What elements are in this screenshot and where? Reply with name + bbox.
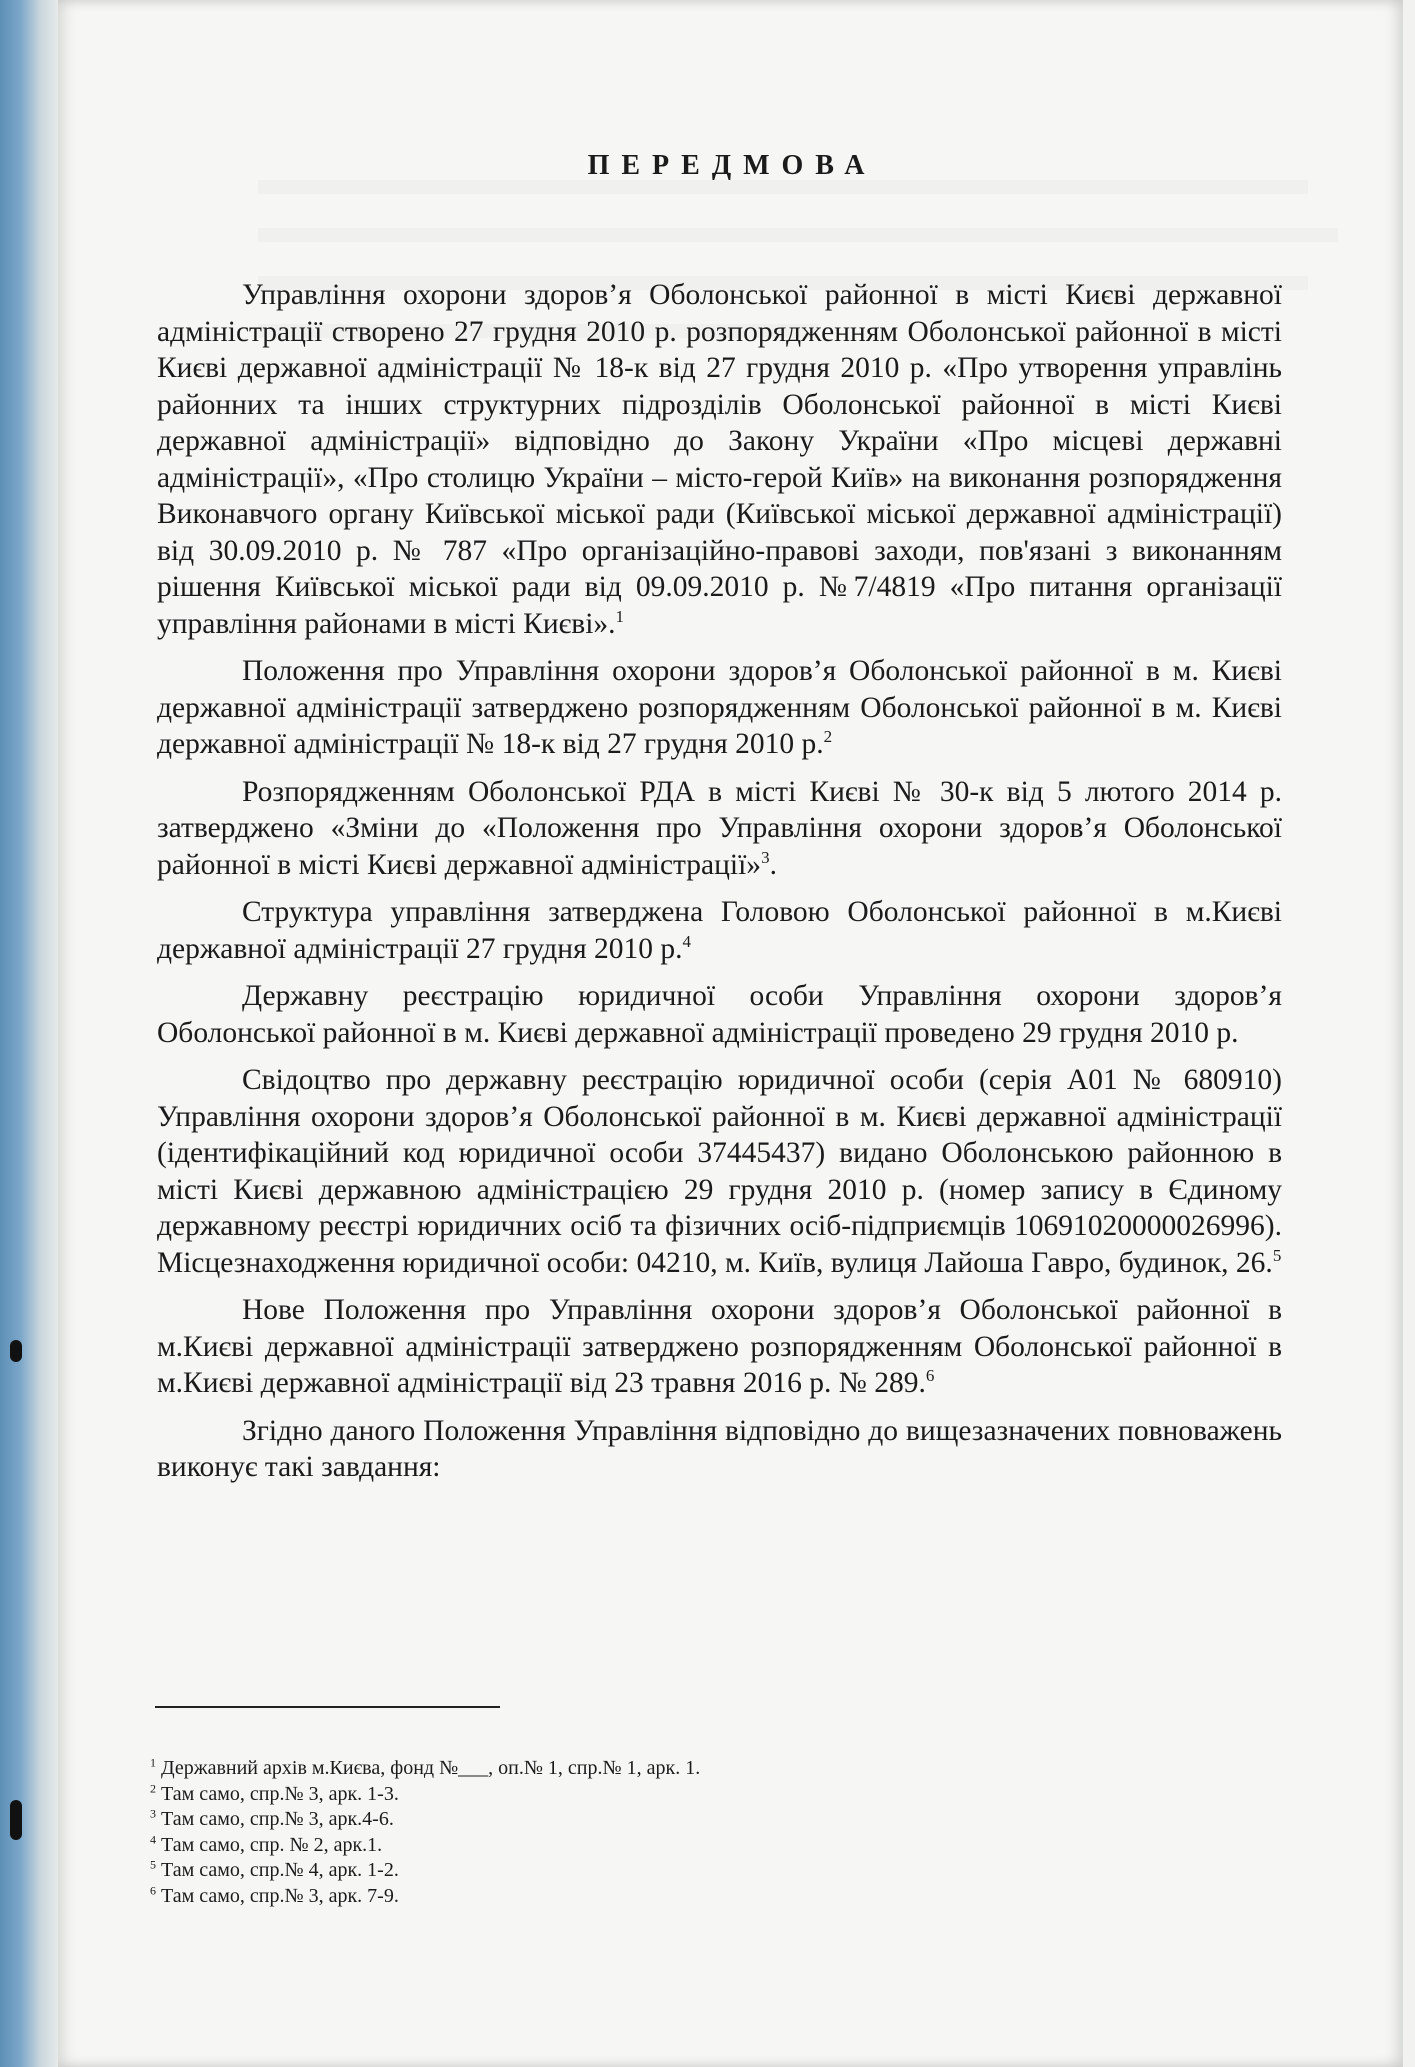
footnote-4: $^4$ Там само, спр. № 2, арк.1. — [150, 1831, 383, 1856]
paragraph-8: Згідно даного Положення Управління відповідно до вищезазначених повноважень виконує такі завдання: — [157, 1414, 1282, 1483]
footnote-separator — [155, 1706, 500, 1708]
paragraph-4: Структура управління затверджена Головою Оболонської районної в м.Києві державної адміністрації 27 грудня 2010 р.$^4$ — [157, 896, 1282, 965]
paragraph-5: Державну реєстрацію юридичної особи Управління охорони здоров’я Оболонської районної в м. Києві державної адміністрації проведено 29 грудня 2010 р. — [157, 980, 1282, 1049]
page-body — [157, 150, 1282, 1497]
footnote-2: $^2$ Там само, спр.№ 3, арк. 1-3. — [150, 1780, 399, 1805]
punch-hole-mark — [10, 1340, 22, 1362]
footnote-ref-1: 1 — [615, 606, 625, 626]
footnotes — [150, 1756, 950, 1909]
footnote-ref-4: 4 — [682, 931, 692, 951]
paragraph-1: Управління охорони здоров’я Оболонської районної в місті Києві державної адміністрації створено 27 грудня 2010 р. розпорядженням Оболонської районної в місті Києві державної адміністрації № 18-к від 27 грудня 2010 р. «Про утворення управлінь районних та інших структурних підрозділів Оболонської районної в місті Києві державної адміністрації» відповідно до Закону України «Про місцеві державні адміністрації», «Про столицю України – місто-герой Київ» на виконання розпорядження Виконавчого органу Київської міської ради (Київської міської державної адміністрації) від 30.09.2010 р. № 787 «Про організаційно-правові заходи, пов'язані з виконанням рішення Київської міської ради від 09.09.2010 р. №7/4819 «Про питання організації управління районами в місті Києві».$^1$ — [157, 279, 1282, 640]
footnote-ref-2: 2 — [823, 727, 833, 747]
punch-hole-mark — [10, 1800, 22, 1840]
footnote-6: $^6$ Там само, спр.№ 3, арк. 7-9. — [150, 1882, 399, 1907]
paragraph-6: Свідоцтво про державну реєстрацію юридичної особи (серія А01 № 680910) Управління охорони здоров’я Оболонської районної в м. Києві державної адміністрації (ідентифікаційний код юридичної особи 37445437) видано Оболонською районною в місті Києві державною адміністрацією 29 грудня 2010 р. (номер запису в Єдиному державному реєстрі юридичних осіб та фізичних осіб-підприємців 10691020000026996). Місцезнаходження юридичної особи: 04210, м. Київ, вулиця Лайоша Гавро, будинок, 26.$^5$ — [157, 1064, 1282, 1279]
footnote-ref-5: 5 — [1272, 1245, 1282, 1265]
paragraph-3: Розпорядженням Оболонської РДА в місті Києві № 30-к від 5 лютого 2014 р. затверджено «Зміни до «Положення про Управління охорони здоров’я Оболонської районної в місті Києві державної адміністрації»$^3$. — [157, 775, 1282, 881]
footnote-ref-6: 6 — [925, 1366, 935, 1386]
footnote-ref-3: 3 — [761, 847, 770, 867]
paragraph-2: Положення про Управління охорони здоров’я Оболонської районної в м. Києві державної адміністрації затверджено розпорядженням Оболонської районної в м. Києві державної адміністрації № 18-к від 27 грудня 2010 р.$^2$ — [157, 655, 1282, 760]
page-title: ПЕРЕДМОВА — [587, 150, 877, 181]
paragraph-7: Нове Положення про Управління охорони здоров’я Оболонської районної в м.Києві державної адміністрації затверджено розпорядженням Оболонської районної в м.Києві державної адміністрації від 23 травня 2016 р. № 289.$^6$ — [157, 1294, 1282, 1399]
footnote-3: $^3$ Там само, спр.№ 3, арк.4-6. — [150, 1806, 394, 1830]
footnote-1: $^1$ Державний архів м.Києва, фонд №___, оп.№ 1, спр.№ 1, арк. 1. — [150, 1755, 701, 1779]
footnote-5: $^5$ Там само, спр.№ 4, арк. 1-2. — [150, 1857, 399, 1881]
